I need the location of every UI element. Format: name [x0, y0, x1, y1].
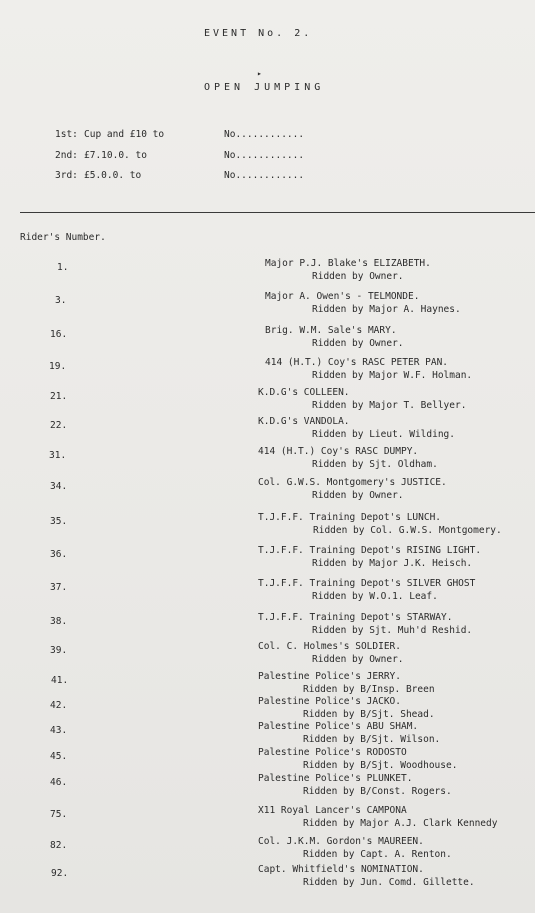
entry-owner-horse: Palestine Police's JERRY. — [258, 671, 401, 682]
entry-owner-horse: T.J.F.F. Training Depot's STARWAY. — [258, 612, 453, 623]
prize-amount: £5.0.0. to — [84, 170, 142, 181]
rider-number: 42. — [50, 700, 68, 711]
prize-place: 2nd: — [55, 150, 78, 161]
rider-number: 31. — [49, 450, 67, 461]
rider-number: 3. — [55, 295, 67, 306]
entry-rider: Ridden by Major T. Bellyer. — [312, 400, 467, 411]
entry-owner-horse: Col. C. Holmes's SOLDIER. — [258, 641, 401, 652]
rider-number: 92. — [51, 868, 69, 879]
entry-rider: Ridden by B/Sjt. Wilson. — [303, 734, 441, 745]
rider-number: 37. — [50, 582, 68, 593]
entry-rider: Ridden by B/Sjt. Shead. — [303, 709, 435, 720]
riders-header: Rider's Number. — [20, 232, 106, 243]
entry-owner-horse: Palestine Police's ABU SHAM. — [258, 721, 419, 732]
entry-rider: Ridden by Owner. — [312, 654, 404, 665]
entry-owner-horse: X11 Royal Lancer's CAMPONA — [258, 805, 407, 816]
entry-owner-horse: Major A. Owen's - TELMONDE. — [265, 291, 420, 302]
event-title: EVENT No. 2. — [204, 28, 313, 39]
entry-rider: Ridden by Jun. Comd. Gillette. — [303, 877, 475, 888]
entry-owner-horse: Palestine Police's JACKO. — [258, 696, 401, 707]
rider-number: 35. — [50, 516, 68, 527]
rider-number: 36. — [50, 549, 68, 560]
entry-owner-horse: Capt. Whitfield's NOMINATION. — [258, 864, 424, 875]
entry-owner-horse: T.J.F.F. Training Depot's SILVER GHOST — [258, 578, 476, 589]
entry-rider: Ridden by Capt. A. Renton. — [303, 849, 452, 860]
rider-number: 45. — [50, 751, 68, 762]
rider-number: 1. — [57, 262, 69, 273]
entry-owner-horse: Brig. W.M. Sale's MARY. — [265, 325, 397, 336]
competition-title: OPEN JUMPING — [204, 82, 325, 93]
rider-number: 82. — [50, 840, 68, 851]
entry-owner-horse: Col. G.W.S. Montgomery's JUSTICE. — [258, 477, 447, 488]
rider-number: 21. — [50, 391, 68, 402]
prize-recipient: No............ — [224, 170, 305, 181]
rider-number: 75. — [50, 809, 68, 820]
arrow-mark: ▸ — [257, 69, 262, 78]
entry-owner-horse: 414 (H.T.) Coy's RASC DUMPY. — [258, 446, 419, 457]
prize-recipient: No............ — [224, 129, 305, 140]
entry-rider: Ridden by Owner. — [312, 338, 404, 349]
entry-rider: Ridden by Major J.K. Heisch. — [312, 558, 473, 569]
rider-number: 39. — [50, 645, 68, 656]
rider-number: 16. — [50, 329, 68, 340]
entry-owner-horse: T.J.F.F. Training Depot's RISING LIGHT. — [258, 545, 482, 556]
entry-rider: Ridden by Owner. — [312, 271, 404, 282]
rider-number: 22. — [50, 420, 68, 431]
rider-number: 34. — [50, 481, 68, 492]
entry-rider: Ridden by B/Insp. Breen — [303, 684, 435, 695]
prize-amount: £7.10.0. to — [84, 150, 147, 161]
entry-rider: Ridden by Major W.F. Holman. — [312, 370, 473, 381]
entry-owner-horse: Col. J.K.M. Gordon's MAUREEN. — [258, 836, 424, 847]
entry-rider: Ridden by Major A.J. Clark Kennedy — [303, 818, 498, 829]
divider-rule — [20, 212, 535, 213]
entry-rider: Ridden by Sjt. Oldham. — [312, 459, 438, 470]
entry-owner-horse: T.J.F.F. Training Depot's LUNCH. — [258, 512, 442, 523]
entry-rider: Ridden by Sjt. Muh'd Reshid. — [312, 625, 473, 636]
rider-number: 38. — [50, 616, 68, 627]
entry-rider: Ridden by B/Sjt. Woodhouse. — [303, 760, 458, 771]
rider-number: 19. — [49, 361, 67, 372]
rider-number: 43. — [50, 725, 68, 736]
prize-recipient: No............ — [224, 150, 305, 161]
entry-rider: Ridden by W.O.1. Leaf. — [312, 591, 438, 602]
prize-place: 1st: — [55, 129, 78, 140]
entry-owner-horse: Palestine Police's PLUNKET. — [258, 773, 413, 784]
entry-owner-horse: 414 (H.T.) Coy's RASC PETER PAN. — [265, 357, 449, 368]
entry-owner-horse: Major P.J. Blake's ELIZABETH. — [265, 258, 431, 269]
entry-rider: Ridden by Owner. — [312, 490, 404, 501]
prize-amount: Cup and £10 to — [84, 129, 165, 140]
rider-number: 46. — [50, 777, 68, 788]
entry-owner-horse: K.D.G's VANDOLA. — [258, 416, 350, 427]
entry-owner-horse: K.D.G's COLLEEN. — [258, 387, 350, 398]
entry-rider: Ridden by B/Const. Rogers. — [303, 786, 452, 797]
rider-number: 41. — [51, 675, 69, 686]
entry-owner-horse: Palestine Police's RODOSTO — [258, 747, 407, 758]
entry-rider: Ridden by Major A. Haynes. — [312, 304, 461, 315]
entry-rider: Ridden by Col. G.W.S. Montgomery. — [313, 525, 502, 536]
prize-place: 3rd: — [55, 170, 78, 181]
entry-rider: Ridden by Lieut. Wilding. — [312, 429, 455, 440]
